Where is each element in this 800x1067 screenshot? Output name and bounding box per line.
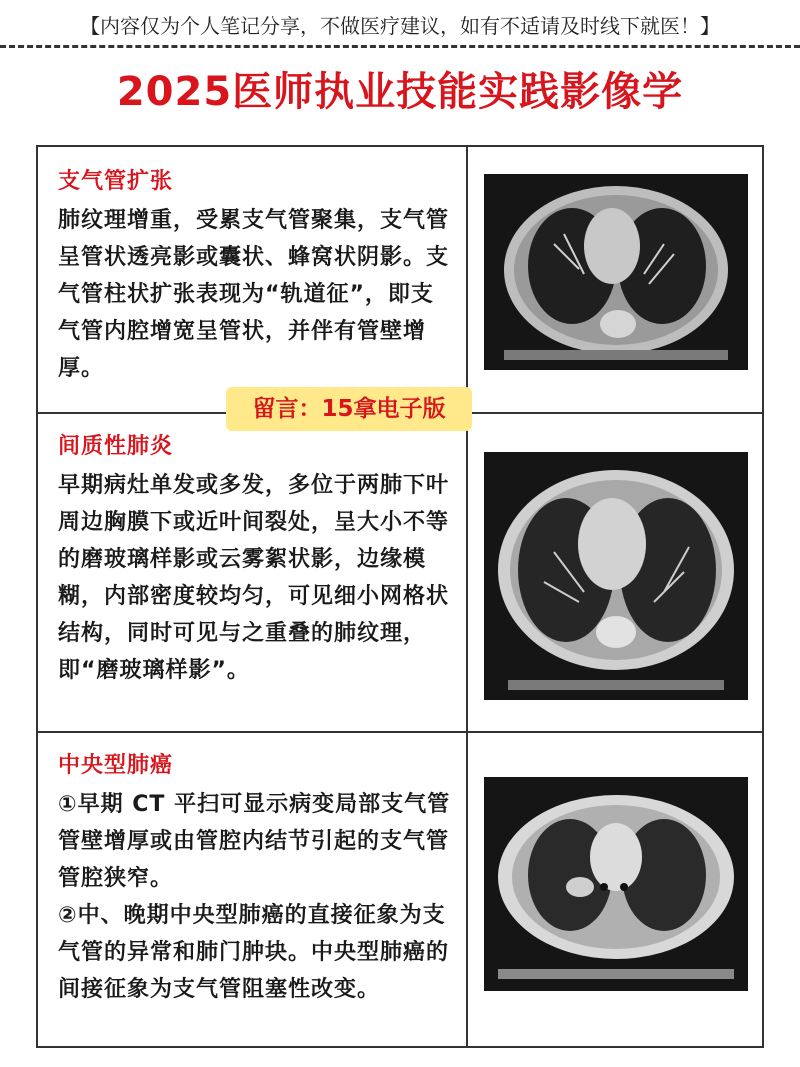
dashed-divider: [0, 45, 800, 48]
ct-image-central-lung-cancer: [484, 777, 748, 991]
section-body: 。: [150, 866, 174, 891]
section-heading: 中央型肺癌: [58, 753, 174, 778]
highlight-text: 肺门肿块: [196, 940, 289, 965]
section-bronchiectasis-text: [58, 163, 454, 387]
section-heading: 支气管扩张: [58, 169, 174, 194]
highlight-text: 支气管柱状扩张表现为“轨道征”: [58, 245, 450, 307]
section-body: 。中央型肺癌的间接征象为支气管阻塞性改变。: [58, 940, 450, 1002]
highlight-text: 细小网格状结构: [58, 584, 450, 646]
disclaimer: 【内容仅为个人笔记分享，不做医疗建议，如有不适请及时线下就医！】: [80, 14, 720, 38]
column-divider: [466, 147, 468, 1046]
section-heading: 间质性肺炎: [58, 434, 174, 459]
section-body: 肺纹理增重，受累支气管聚集，支气管呈管状透亮影或囊状、蜂窝状阴影。: [58, 208, 450, 270]
section-body: 或云雾絮状影，边缘模糊，内部密度较均匀，可见: [58, 547, 427, 609]
section-body: ，同时可见与之重叠的肺纹理，即“磨玻璃样影”。: [58, 621, 427, 683]
section-body: 早期病灶单发或多发，多位于两肺下叶周边胸膜下或近叶间裂处，呈大小不等的: [58, 473, 450, 572]
ct-image-interstitial-pneumonia: [484, 452, 748, 700]
section-body: ②中、晚期中央型肺癌的直接征象为支气管的异常和: [58, 903, 446, 965]
highlight-text: 支气管管腔狭窄: [58, 829, 450, 891]
section-central-lung-cancer-text: [58, 747, 454, 1008]
ct-scan-image: [484, 452, 748, 700]
content-table: [36, 145, 764, 1048]
section-body: ，即支气管内腔增宽呈管状，并伴有管壁增厚。: [58, 282, 434, 381]
ct-image-bronchiectasis: [484, 174, 748, 370]
highlight-text: 磨玻璃样影: [81, 547, 197, 572]
ct-scan-image: [484, 174, 748, 370]
row-divider-2: [38, 731, 762, 733]
promo-badge: 留言：15拿电子版: [226, 387, 472, 431]
page-title: 2025医师执业技能实践影像学: [116, 69, 684, 115]
section-body: ①早期 CT 平扫可显示病变局部支气管管壁增厚或由管腔内结节引起的: [58, 792, 451, 854]
ct-scan-image: [484, 777, 748, 991]
section-interstitial-pneumonia-text: [58, 428, 454, 689]
